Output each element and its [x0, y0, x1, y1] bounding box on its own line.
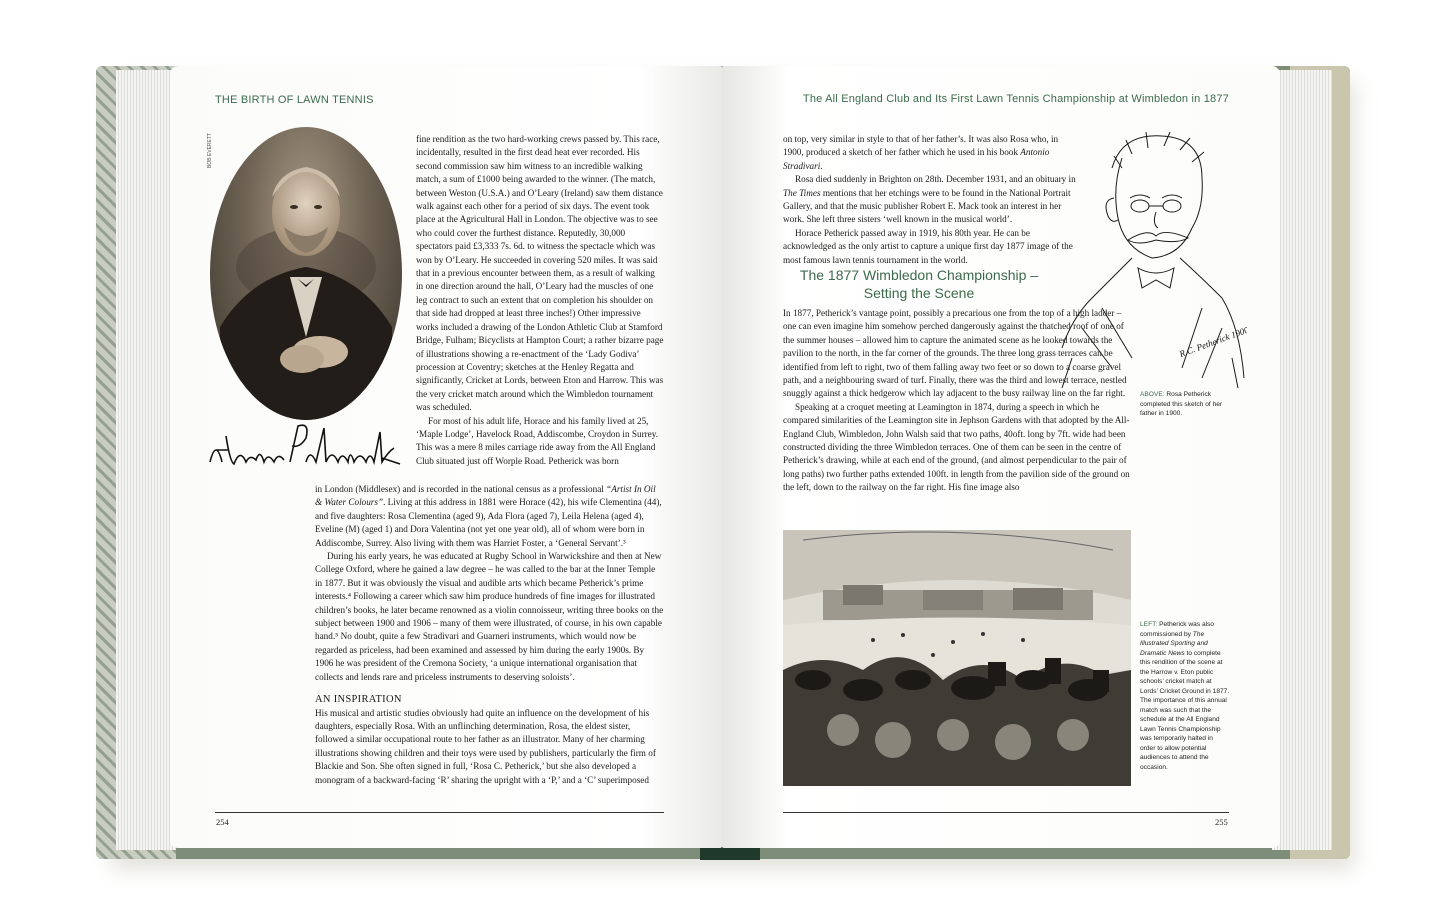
left-page-number: 254 [216, 817, 229, 827]
paragraph-family-home: For most of his adult life, Horace and his family lived at 25, ‘Maple Lodge’, Havelock Road, Addiscombe, Croydon in Surrey. This was a mere 8 miles carriage ride away from the All England Club situated just off Worple Road. Petherick was born [416, 415, 659, 466]
census-text-2: . Living at this address in 1881 were Horace (42), his wife Clementina (44), and five daughters: Rosa Clementina (aged 9), Ada Flora (aged 7), Leila Helena (aged 4), Eveline (M) (aged 1) and Dora Valentina (not yet one year old), all of whom were born in Addiscombe, Surrey. Also living with them was Harriet Foster, a ‘General Servant’.³ [315, 497, 662, 548]
section-title-line1: The 1877 Wimbledon Championship – [799, 267, 1039, 283]
caption-above [1140, 390, 1230, 419]
section-title-line2: Setting the Scene [863, 285, 975, 301]
paragraph-vantage-point: In 1877, Petherick’s vantage point, possibly a precarious one from the top of a high ladder – one can even imagine him somehow perched dangerously against the thatched roof of one of the summer houses – allowed him to capture the animated scene as he looked towards the pavilion to the north, in the far corner of the grounds. The three long grass terraces can be identified from left to right, two of them falling away two feet or so down to a coarse gravel path, and a neighbouring sward of turf. Finally, there was the third and lowest terrace, nestled snuggly against a thick hedgerow which lay adjacent to the busy railway line on the far right. [783, 308, 1127, 399]
caption-left-text-2: to complete this rendition of the scene at the Harrow v. Eton public schools’ cricket match at Lords’ Cricket Ground in 1877. The importance of this annual match was such that the schedule at the All England Lawn Tennis Championship was temporarily halted in order to allow potential audiences to attend the occasion. [1140, 649, 1230, 771]
paragraph-horace-death: Horace Petherick passed away in 1919, his 80th year. He can be acknowledged as the only artist to capture a unique first day 1877 image of the most famous lawn tennis tournament in the world. [783, 227, 1073, 265]
left-wide-text [315, 483, 664, 787]
photo-credit: BOB EVERETT [207, 133, 213, 169]
left-running-head: THE BIRTH OF LAWN TENNIS [215, 94, 374, 106]
right-page-number: 255 [1215, 817, 1228, 827]
left-footer-rule [215, 812, 664, 813]
paragraph-rosa-death [783, 173, 1081, 227]
newspaper-title: The Times [783, 187, 821, 198]
census-text-1: in London (Middlesex) and is recorded in the national census as a professional [315, 484, 607, 494]
paragraph-croquet-meeting: Speaking at a croquet meeting at Leamington in 1874, during a speech in which he compared similarities of the Leamington site in Jephson Gardens with that adopted by the All-England Club, Wimbledon, John Walsh said that two paths, 40oft. long by 7ft. wide had been constructed dividing the three Wimbledon terraces. One of them can be seen in the centre of Petherick’s drawing, while at each end of the ground, (and almost perpendicular to the pair of long paths) two further paths extended 100ft. in length from the pavilion side of the ground on the left, down to the railway on the far right. His fine image also [783, 401, 1130, 493]
cricket-match-engraving [783, 530, 1131, 786]
paragraph-walking-match: fine rendition as the two hard-working crews passed by. This race, incidentally, resulted in the first dead heat ever recorded. His second commission saw him witness to an incredible walking match, a sum of £1000 being awarded to the winner. (The match, between Weston (U.S.A.) and O’Leary (Ireland) saw them distance walk against each other for a period of six days. The event took place at the Agricultural Hall in London. The objective was to see who could cover the furthest distance. Reputedly, 30,000 spectators paid £3,333 7s. 6d. to witness the spectacle which was won by O’Leary. He succeeded in covering 520 miles. It was said that in a previous encounter between them, as a result of walking in one direction around the hall, O’Leary had the muscles of one leg contract to such an extent that on completion his shoulder on that side had dropped at least three inches!) Other impressive works included a drawing of the London Athletic Club at Stamford Bridge, Fulham; Bicyclists at Hampton Court; a rather bizarre page of illustrations showing a re-enactment of the ‘Lady Godiva’ procession at Coventry; sketches at the Henley Regatta and significantly, Cricket at Lords, between Eton and Harrow. This was the very cricket match around which the Wimbledon tournament was scheduled. [416, 134, 664, 413]
caption-left [1140, 620, 1230, 772]
caption-left-text-1: Petherick was also commissioned by [1140, 621, 1215, 638]
right-middle-text [783, 307, 1130, 495]
right-footer-rule [783, 812, 1229, 813]
caption-above-text: Rosa Petherick completed this sketch of her father in 1900. [1140, 391, 1223, 417]
spine [700, 846, 760, 860]
paragraph-census [315, 483, 664, 550]
page-edges-left [116, 70, 176, 850]
census-quote: “Artist In Oil & Water Colours” [315, 484, 656, 508]
paragraph-inspiration: His musical and artistic studies obviously had quite an influence on the development of his daughters, especially Rosa. With an unflinching determination, Rosa, the eldest sister, followed a similar occupational route to her father as an illustrator. Many of her charming illustrations showing children and their toys were used by publishers, particularly the firm of Blackie and Son. She often signed in full, ‘Rosa C. Petherick,’ but she also developed a monogram of a backward-facing ‘R’ sharing the upright with a ‘P,’ and a ‘C’ superimposed [315, 707, 656, 785]
section-subheading: AN INSPIRATION [315, 694, 402, 706]
obituary-text-2: mentions that her etchings were to be found in the National Portrait Gallery, and that the music publisher Robert E. Mack took an interest in her work. She left three sisters ‘well known in the musical world’. [783, 187, 1071, 225]
caption-above-lead: ABOVE: [1140, 391, 1165, 398]
obituary-text-1: Rosa died suddenly in Brighton on 28th. December 1931, and an obituary in [795, 174, 1076, 185]
page-edges-right [1272, 70, 1332, 850]
paragraph-rosa-sketch [783, 133, 1081, 173]
rosa-text-1: on top, very similar in style to that of her father’s. It was also Rosa who, in 1900, produced a sketch of her father which he used in his book [783, 134, 1059, 158]
horace-signature [206, 418, 406, 478]
rosa-text-2: . [820, 160, 823, 171]
paragraph-education: During his early years, he was educated at Rugby School in Warwickshire and then at New College Oxford, where he gained a law degree – he was called to the bar at the Inner Temple in 1877. But it was obviously the visual and audible arts which became Petherick’s prime interests.⁴ Following a career which saw him produce hundreds of fine images for illustrated children’s books, he later became renowned as a violin connoisseur, writing three books on the subject between 1900 and 1906 – many of them were illustrated, of course, in his own capable hand.⁵ No doubt, quite a few Stradivari and Guarneri instruments, which would now be regarded as priceless, had been examined and assessed by him during the early 1900s. By 1906 he was president of the Cremona Society, ‘a unique international organisation that collects and lends rare and priceless instruments to deserving soloists’. [315, 551, 664, 682]
book-title-stradivari: Antonio Stradivari [783, 147, 1050, 171]
left-column-text [416, 133, 664, 468]
section-title [786, 266, 1052, 302]
portrait-photo [210, 127, 402, 420]
caption-left-lead: LEFT: [1140, 621, 1158, 628]
right-running-head: The All England Club and Its First Lawn Tennis Championship at Wimbledon in 1877 [802, 93, 1229, 105]
caption-left-publication: The Illustrated Sporting and Dramatic News [1140, 630, 1208, 657]
right-top-text [783, 133, 1081, 267]
sketch-signature: R.C. Petherick 1900 [1177, 324, 1247, 359]
